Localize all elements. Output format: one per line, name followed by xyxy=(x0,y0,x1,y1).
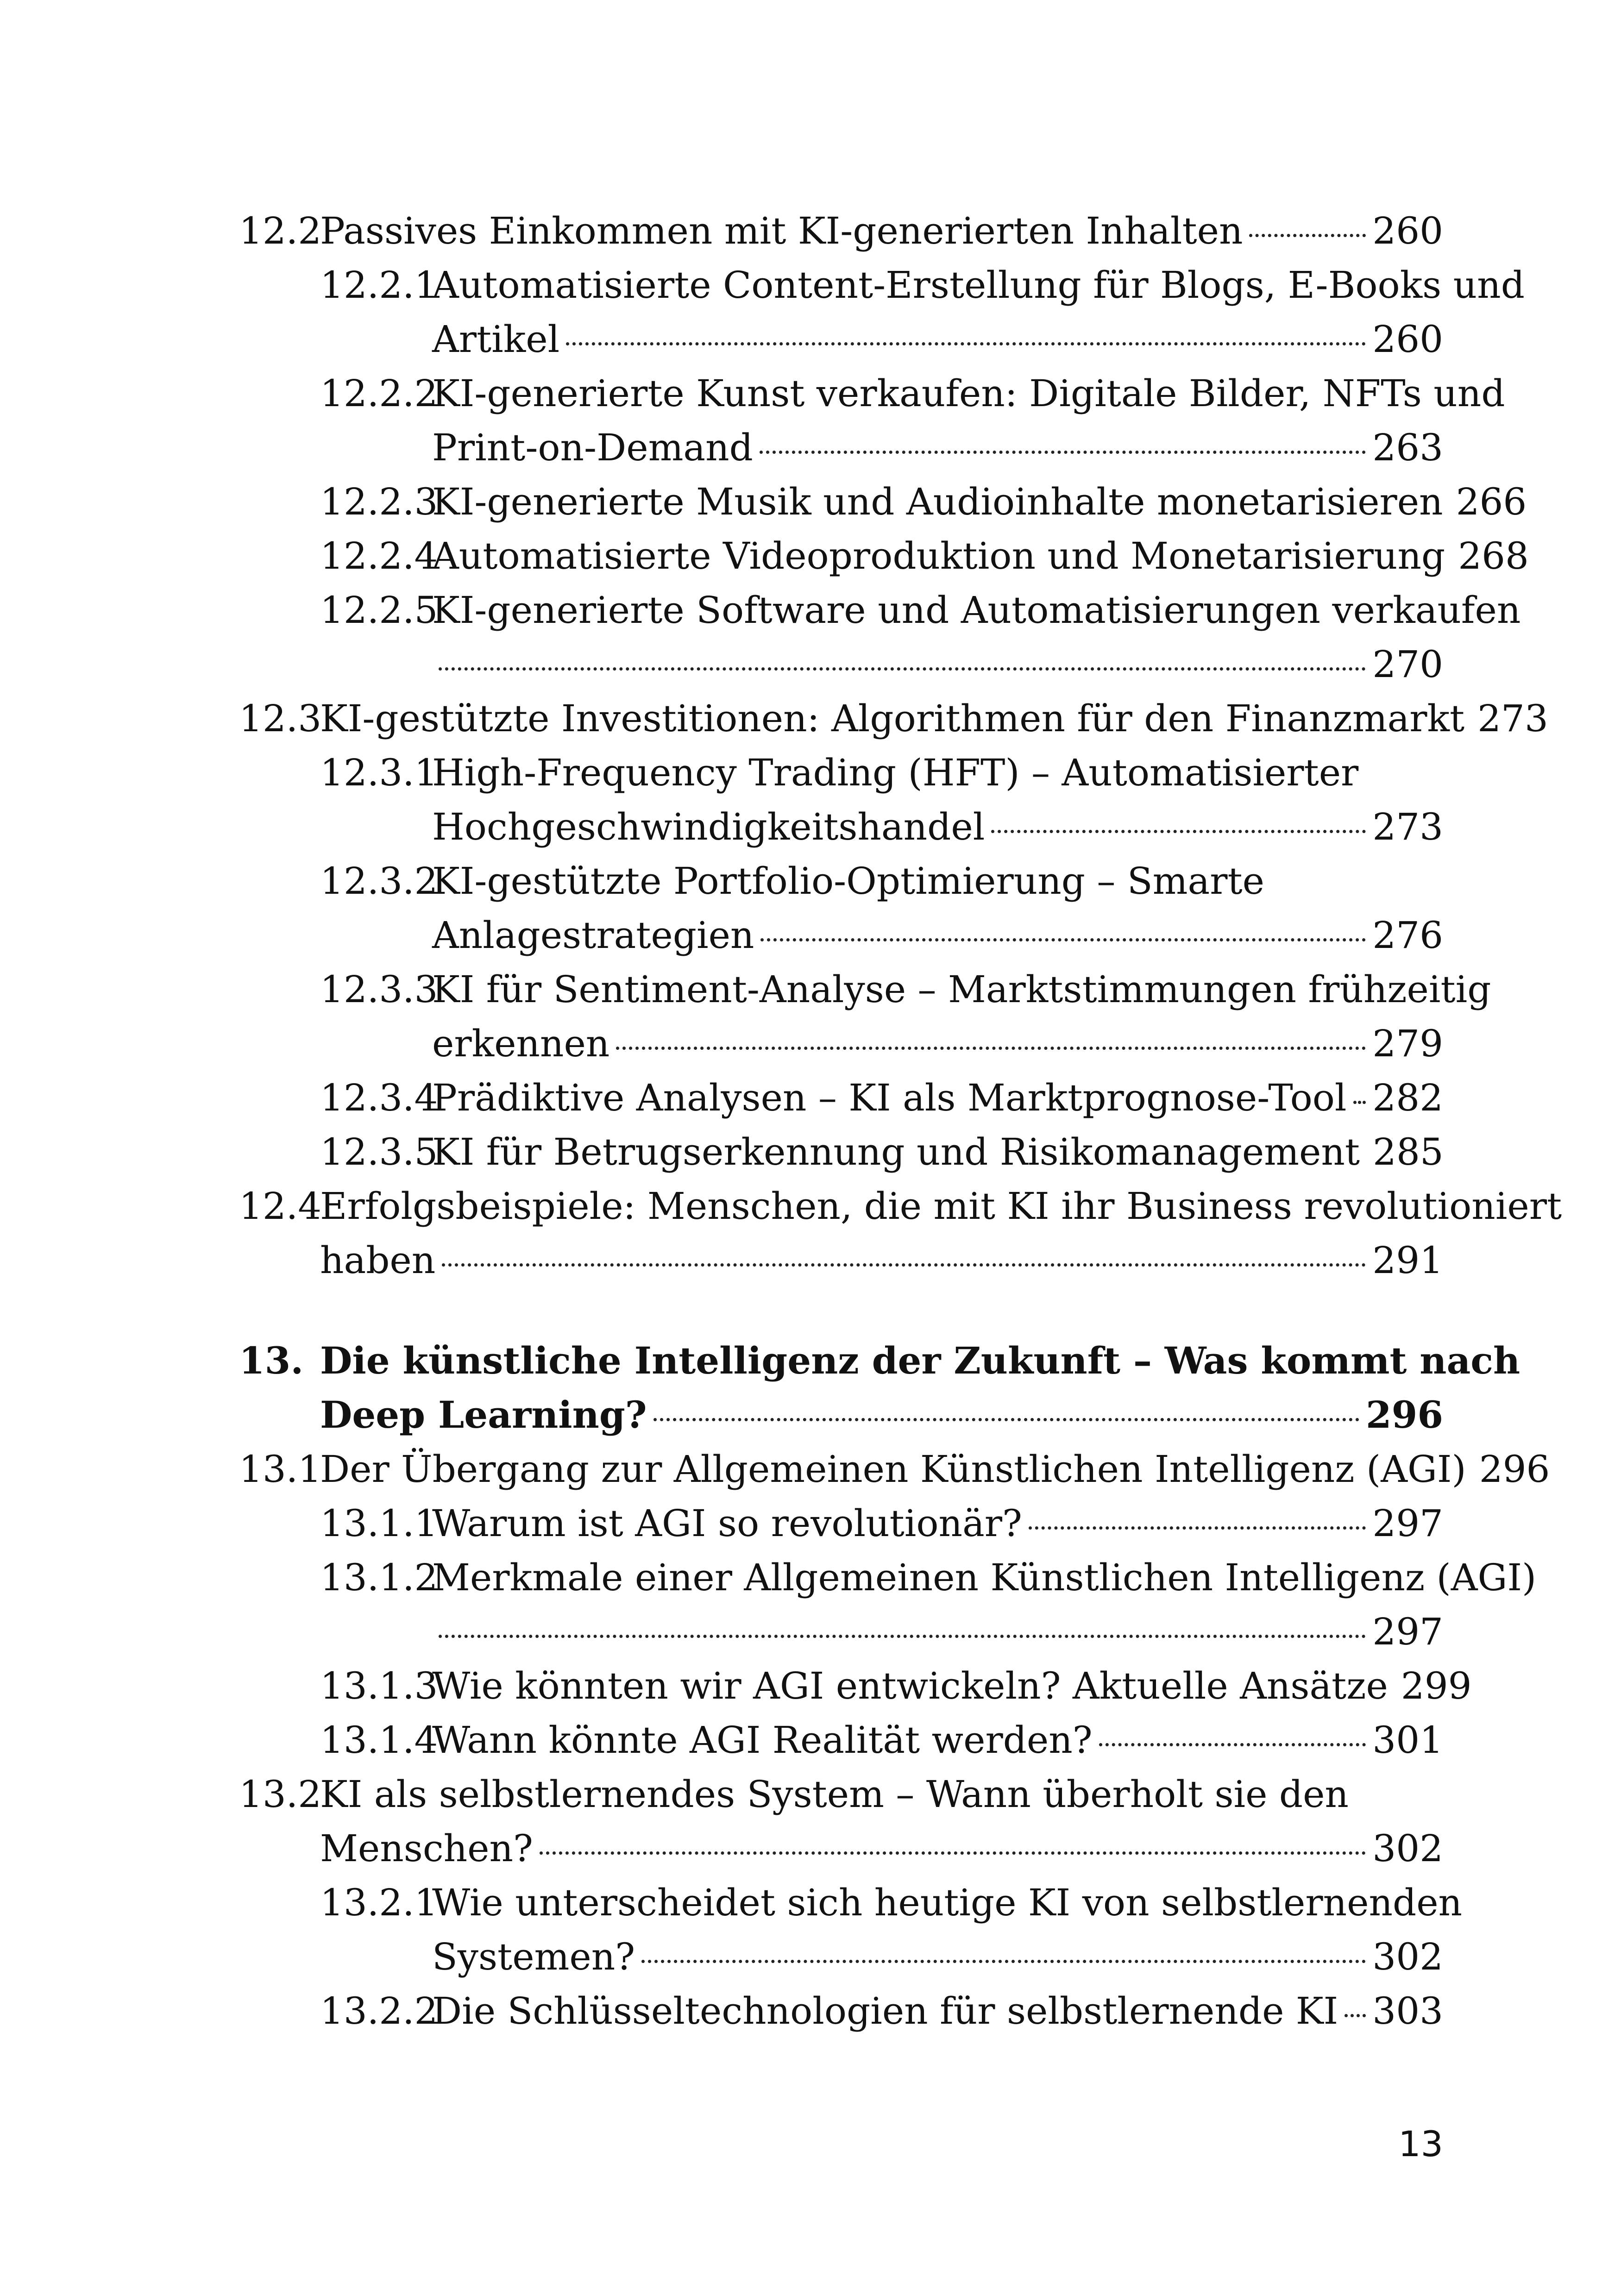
entry-page: 299 xyxy=(1401,1664,1472,1707)
dot-leader xyxy=(1345,2014,1366,2017)
toc-entry[interactable] xyxy=(239,204,1443,258)
entry-number: 13.2.1 xyxy=(320,1881,438,1924)
dot-leader xyxy=(616,1047,1366,1050)
entry-number: 12.3.5 xyxy=(320,1130,438,1173)
toc-entry[interactable] xyxy=(239,1496,1443,1550)
toc-entry-continuation[interactable] xyxy=(239,420,1443,475)
toc-entry[interactable] xyxy=(239,1442,1550,1496)
chapter-spacer xyxy=(239,1287,1443,1334)
entry-page: 279 xyxy=(1372,1022,1443,1065)
toc-entry-continuation[interactable] xyxy=(239,1930,1443,1984)
entry-page: 302 xyxy=(1372,1827,1443,1870)
entry-title: Artikel xyxy=(432,318,560,361)
entry-page: 273 xyxy=(1372,805,1443,848)
entry-title: Prädiktive Analysen – KI als Marktprognose-Tool xyxy=(432,1076,1347,1119)
toc-entry-continuation[interactable] xyxy=(239,800,1443,854)
entry-title: Anlagestrategien xyxy=(432,914,754,957)
entry-title: Automatisierte Videoproduktion und Monetarisierung xyxy=(432,534,1445,577)
toc-chapter-continuation[interactable] xyxy=(239,1388,1443,1442)
entry-title: KI-gestützte Investitionen: Algorithmen für den Finanzmarkt xyxy=(320,697,1465,740)
toc-entry[interactable] xyxy=(239,691,1548,746)
toc-entry[interactable] xyxy=(239,854,1443,908)
entry-page: 268 xyxy=(1458,534,1529,577)
entry-number: 12.2.3 xyxy=(320,480,438,523)
entry-title: Hochgeschwindigkeitshandel xyxy=(432,805,985,848)
dot-leader xyxy=(641,1960,1366,1963)
entry-page: 291 xyxy=(1372,1239,1443,1282)
entry-page: 296 xyxy=(1479,1448,1550,1491)
page-number: 13 xyxy=(1398,2123,1443,2164)
entry-title: Der Übergang zur Allgemeinen Künstlichen Intelligenz (AGI) xyxy=(320,1448,1466,1491)
dot-leader xyxy=(653,1418,1359,1421)
toc-entry[interactable] xyxy=(239,1550,1537,1605)
toc-entry[interactable] xyxy=(239,1125,1443,1179)
entry-title: KI für Betrugserkennung und Risikomanagement xyxy=(432,1130,1360,1173)
entry-title: KI als selbstlernendes System – Wann überholt sie den xyxy=(320,1773,1349,1816)
entry-title: Wann könnte AGI Realität werden? xyxy=(432,1719,1093,1762)
entry-title: KI-generierte Musik und Audioinhalte monetarisieren xyxy=(432,480,1443,523)
dot-leader xyxy=(760,938,1366,941)
toc-entry[interactable] xyxy=(239,258,1525,312)
chapter-title: Die künstliche Intelligenz der Zukunft – Was kommt nach xyxy=(320,1339,1520,1382)
dot-leader xyxy=(442,1263,1366,1267)
entry-title: KI-gestützte Portfolio-Optimierung – Smarte xyxy=(432,859,1264,903)
entry-page: 266 xyxy=(1456,480,1527,523)
chapter-number: 13. xyxy=(239,1339,304,1382)
entry-title: Erfolgsbeispiele: Menschen, die mit KI ihr Business revolutioniert xyxy=(320,1185,1562,1228)
chapter-title: Deep Learning? xyxy=(320,1393,647,1437)
entry-title: Passives Einkommen mit KI-generierten Inhalten xyxy=(320,209,1243,252)
entry-title: Print-on-Demand xyxy=(432,426,753,469)
dot-leader xyxy=(1099,1743,1366,1746)
entry-number: 12.3 xyxy=(239,697,322,740)
entry-title: KI-generierte Software und Automatisierungen verkaufen xyxy=(432,589,1521,632)
entry-number: 13.1.4 xyxy=(320,1719,438,1762)
entry-number: 12.2.4 xyxy=(320,534,438,577)
entry-number: 13.2.2 xyxy=(320,1989,438,2033)
dot-leader xyxy=(540,1851,1366,1855)
entry-number: 13.1.3 xyxy=(320,1664,438,1707)
toc-entry[interactable] xyxy=(239,962,1491,1016)
toc-entry-continuation[interactable] xyxy=(239,1233,1443,1287)
dot-leader xyxy=(566,342,1366,345)
entry-page: 282 xyxy=(1372,1076,1443,1119)
entry-page: 297 xyxy=(1372,1502,1443,1545)
entry-page: 276 xyxy=(1372,914,1443,957)
toc-chapter-entry[interactable] xyxy=(239,1334,1520,1388)
dot-leader xyxy=(1029,1526,1366,1530)
toc-entry[interactable] xyxy=(239,1767,1443,1821)
entry-number: 13.2 xyxy=(239,1773,322,1816)
toc-entry-continuation[interactable] xyxy=(239,637,1443,691)
entry-number: 12.3.4 xyxy=(320,1076,438,1119)
toc-entry-continuation[interactable] xyxy=(239,908,1443,962)
entry-page: 301 xyxy=(1372,1719,1443,1762)
entry-page: 302 xyxy=(1372,1935,1443,1978)
toc-entry-continuation[interactable] xyxy=(239,1605,1443,1659)
entry-title: erkennen xyxy=(432,1022,610,1065)
dot-leader xyxy=(760,451,1366,454)
toc-entry[interactable] xyxy=(239,1071,1443,1125)
toc-entry-continuation[interactable] xyxy=(239,1821,1443,1876)
dot-leader xyxy=(439,1635,1366,1638)
entry-number: 12.3.3 xyxy=(320,968,438,1011)
entry-number: 12.4 xyxy=(239,1185,322,1228)
toc-entry-continuation[interactable] xyxy=(239,1016,1443,1071)
entry-title: KI für Sentiment-Analyse – Marktstimmungen frühzeitig xyxy=(432,968,1491,1011)
entry-title: KI-generierte Kunst verkaufen: Digitale Bilder, NFTs und xyxy=(432,372,1505,415)
toc-entry[interactable] xyxy=(239,366,1505,420)
toc-entry[interactable] xyxy=(239,583,1521,637)
dot-leader xyxy=(991,830,1366,833)
entry-title: Warum ist AGI so revolutionär? xyxy=(432,1502,1022,1545)
entry-number: 13.1.1 xyxy=(320,1502,438,1545)
entry-page: 270 xyxy=(1372,643,1443,686)
entry-number: 12.3.1 xyxy=(320,751,438,794)
entry-page: 260 xyxy=(1372,318,1443,361)
toc-entry[interactable] xyxy=(239,746,1443,800)
entry-title: Merkmale einer Allgemeinen Künstlichen Intelligenz (AGI) xyxy=(432,1556,1537,1599)
entry-title: Wie könnten wir AGI entwickeln? Aktuelle Ansätze xyxy=(432,1664,1388,1707)
entry-page: 297 xyxy=(1372,1610,1443,1653)
toc-entry[interactable] xyxy=(239,1179,1562,1233)
chapter-page: 296 xyxy=(1366,1393,1443,1437)
entry-number: 12.3.2 xyxy=(320,859,438,903)
entry-number: 12.2.5 xyxy=(320,589,438,632)
entry-number: 12.2.2 xyxy=(320,372,438,415)
toc-entry-continuation[interactable] xyxy=(239,312,1443,366)
dot-leader xyxy=(1353,1101,1366,1104)
dot-leader xyxy=(1249,234,1366,237)
entry-title: High-Frequency Trading (HFT) – Automatisierter xyxy=(432,751,1359,794)
entry-page: 263 xyxy=(1372,426,1443,469)
entry-page: 285 xyxy=(1373,1130,1444,1173)
entry-title: Systemen? xyxy=(432,1935,635,1978)
entry-title: Die Schlüsseltechnologien für selbstlernende KI xyxy=(432,1989,1338,2033)
toc-entry[interactable] xyxy=(239,529,1529,583)
toc-entry[interactable] xyxy=(239,1876,1463,1930)
entry-number: 12.2.1 xyxy=(320,263,438,307)
entry-title: Menschen? xyxy=(320,1827,533,1870)
dot-leader xyxy=(439,667,1366,671)
toc-entry[interactable] xyxy=(239,1984,1443,2038)
toc-entry[interactable] xyxy=(239,1713,1443,1767)
toc-entry[interactable] xyxy=(239,475,1527,529)
entry-number: 12.2 xyxy=(239,209,322,252)
table-of-contents xyxy=(239,204,1562,2038)
entry-page: 260 xyxy=(1372,209,1443,252)
entry-title: Automatisierte Content-Erstellung für Blogs, E-Books und xyxy=(432,263,1525,307)
entry-number: 13.1.2 xyxy=(320,1556,438,1599)
entry-page: 273 xyxy=(1477,697,1548,740)
entry-title: haben xyxy=(320,1239,436,1282)
entry-page: 303 xyxy=(1372,1989,1443,2033)
toc-entry[interactable] xyxy=(239,1659,1472,1713)
entry-title: Wie unterscheidet sich heutige KI von selbstlernenden xyxy=(432,1881,1463,1924)
entry-number: 13.1 xyxy=(239,1448,322,1491)
